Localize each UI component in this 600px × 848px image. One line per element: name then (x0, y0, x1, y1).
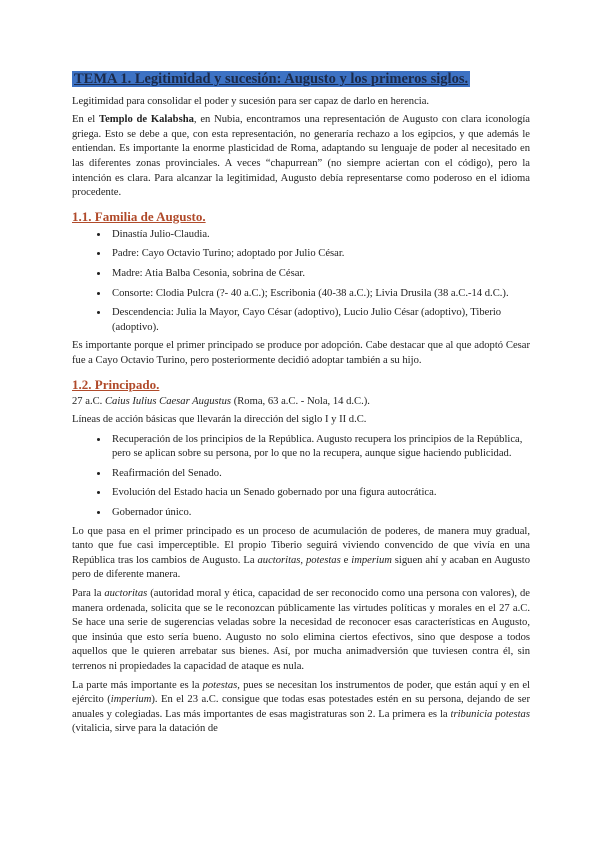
list-item: • Dinastía Julio-Claudia. (109, 227, 530, 243)
section-heading-familia: 1.1. Familia de Augusto. (72, 208, 206, 224)
italic-term: imperium (351, 554, 392, 566)
intro-paragraph: Legitimidad para consolidar el poder y sucesión para ser capaz de darlo en herencia. (72, 95, 430, 107)
list-item: • Madre: Atia Balba Cesonia, sobrina de César. (109, 266, 530, 282)
italic-term: tribunicia potestas (450, 708, 530, 720)
text-run: siguen ahí y acaban en Augusto pero de diferente manera. (72, 554, 531, 581)
kalabsha-temple-name: Templo de Kalabsha (98, 114, 194, 126)
text-run: , pues se necesitan los instrumentos de poder, que están aquí y en el ejército ( (72, 679, 530, 706)
lines-intro: Líneas de acción básicas que llevarán la dirección del siglo I y II d.C. (72, 414, 367, 426)
list-item: • Padre: Cayo Octavio Turino; adoptado por Julio César. (109, 246, 530, 262)
familia-note: Es importante porque el primer principado se produce por adopción. Cabe destacar que al que adoptó Cesar fue a Cayo Octavio Turino, pero posteriormente decidió adoptar también a su hijo. (72, 340, 530, 366)
text-run: e (340, 554, 352, 566)
text-run: (vitalicia, sirve para la datación de (72, 723, 218, 735)
paragraph-acumulacion (72, 525, 530, 583)
text-run: (autoridad moral y ética, capacidad de ser reconocido como una persona con valores), de manera ordenada, solicita que se le reconozcan públicamente las virtudes políticas y morales en el 27 a.C. Se hace una serie de sugerencias veladas sobre la necesidad de reconocer esas características en Augusto, que insinúa que esto sería bueno. Augusto no solo elimina ciertos efectivos, sino que despose a todos aquellos que le quieren arrebatar sus bienes. Así, por mucha animadversión que tuviesen contra él, sin terrenos ni propiedades la capacidad de ataque es nula. (72, 588, 530, 672)
paragraph-potestas (72, 679, 530, 737)
title-wrap (72, 70, 530, 89)
text-run: La parte más importante es la (72, 679, 203, 691)
italic-term: auctoritas, potestas (257, 554, 341, 566)
page-title: TEMA 1. Legitimidad y sucesión: Augusto y los primeros siglos. (74, 71, 469, 87)
list-item: • Evolución del Estado hacia un Senado gobernado por una figura autocrática. (109, 485, 530, 501)
list-item: • Descendencia: Julia la Mayor, Cayo César (adoptivo), Lucio Julio César (adoptivo), Tiberio (adoptivo). (109, 305, 530, 335)
italic-term: potestas (202, 679, 238, 691)
date-pre: 27 a.C. (72, 395, 105, 407)
date-line (72, 395, 530, 410)
text-run: ). En el 23 a.C. consigue que todas esas potestades estén en su persona, dejando de ser anuales y colegiadas. Las más importantes de esas magistraturas son 2. La primera es la (72, 694, 530, 720)
text-run: Para la (72, 588, 105, 600)
italic-term: auctoritas (104, 588, 148, 600)
familia-list (72, 227, 530, 336)
list-item: • Consorte: Clodia Pulcra (?- 40 a.C.); Escribonia (40-38 a.C.); Livia Drusila (38 a.C.-14 d.C.). (109, 286, 530, 302)
section-heading-principado: 1.2. Principado. (72, 376, 160, 392)
list-item: • Gobernador único. (109, 505, 530, 521)
date-post: (Roma, 63 a.C. - Nola, 14 d.C.). (231, 395, 370, 407)
kalabsha-pre: En el (72, 114, 99, 126)
italic-term: imperium (110, 694, 152, 706)
text-run: Lo que pasa en el primer principado es un proceso de acumulación de poderes, de manera muy gradual, tanto que fue casi imperceptible. El propio Tiberio seguirá viviendo convencido de que vivía en una República tras los cambios de Augusto. La (72, 525, 530, 566)
paragraph-auctoritas (72, 587, 530, 675)
kalabsha-paragraph (72, 113, 530, 201)
list-item: • Recuperación de los principios de la República. Augusto recupera los principios de la República, pero se aplican sobre su persona, por lo que no la recupera, aunque sigue haciendo publicidad. (109, 432, 530, 462)
principado-list (72, 432, 530, 521)
list-item: • Reafirmación del Senado. (109, 466, 530, 482)
kalabsha-post: , en Nubia, encontramos una representación de Augusto con clara iconología griega. Esto se debe a que, con esta representación, no generaría rechazo a los egipcios, y que además le entiendan. Es importante la enorme plasticidad de Roma, adaptando su lenguaje de poder al necesitado en las diferentes zonas provinciales. A veces “chapurrean” (no siempre aciertan con el código), pero la intención es clara. Para alcanzar la legitimidad, Augusto debía representarse como poderoso en el idioma procedente. (72, 114, 531, 199)
augustus-name: Caius Iulius Caesar Augustus (104, 395, 232, 407)
